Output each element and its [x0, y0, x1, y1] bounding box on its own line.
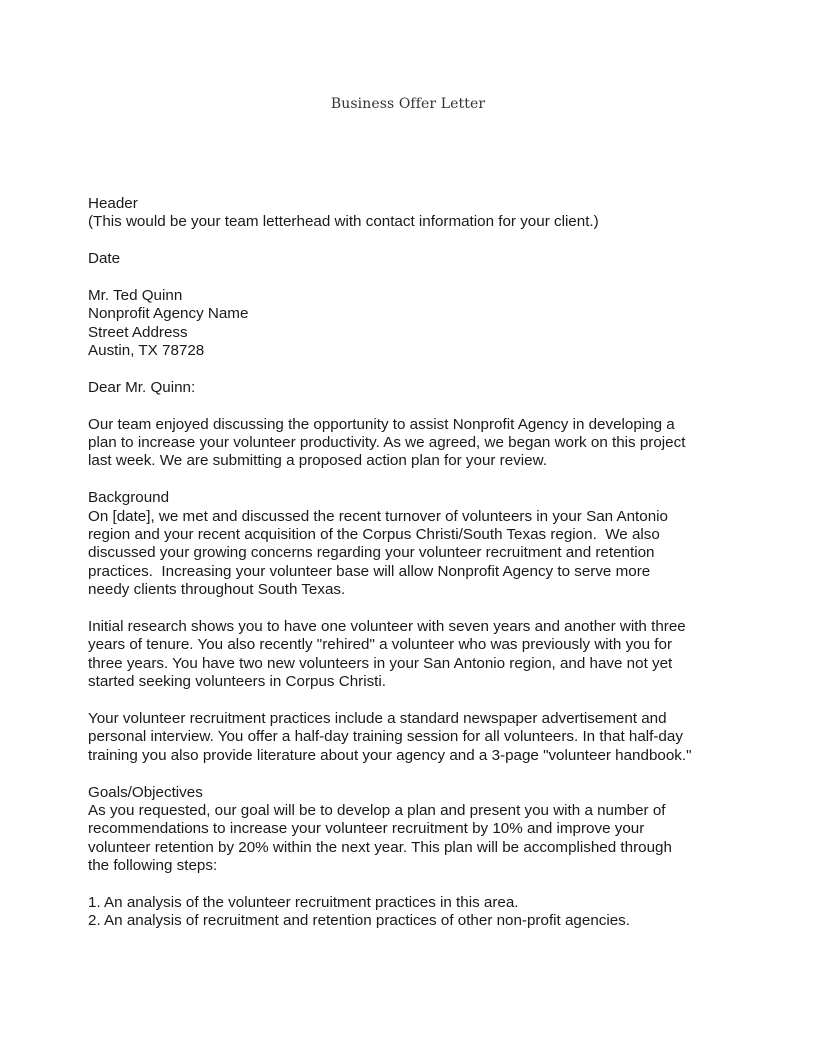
paragraph-line: recommendations to increase your volunteer recruitment by 10% and improve your	[88, 820, 645, 838]
paragraph-line: personal interview. You offer a half-day training session for all volunteers. In that half-day	[88, 728, 683, 746]
list-item: 2. An analysis of recruitment and retention practices of other non-profit agencies.	[88, 912, 630, 930]
paragraph-line: needy clients throughout South Texas.	[88, 581, 346, 599]
background-paragraph-3	[88, 710, 748, 765]
paragraph-line: started seeking volunteers in Corpus Christi.	[88, 673, 386, 691]
list-item: 1. An analysis of the volunteer recruitment practices in this area.	[88, 893, 519, 911]
recipient-city-state-zip: Austin, TX 78728	[88, 342, 205, 360]
recipient-organization: Nonprofit Agency Name	[88, 305, 249, 323]
spacer	[88, 471, 748, 489]
spacer	[88, 692, 748, 710]
paragraph-line: As you requested, our goal will be to develop a plan and present you with a number of	[88, 801, 666, 819]
paragraph-line: volunteer retention by 20% within the next year. This plan will be accomplished through	[88, 838, 672, 856]
spacer	[88, 765, 748, 783]
spacer	[88, 361, 748, 379]
date-label: Date	[88, 250, 121, 268]
paragraph-line: three years. You have two new volunteers in your San Antonio region, and have not yet	[88, 654, 673, 672]
paragraph-line: training you also provide literature about your agency and a 3-page "volunteer handbook."	[88, 746, 692, 764]
goals-heading: Goals/Objectives	[88, 783, 203, 801]
paragraph-line: years of tenure. You also recently "rehired" a volunteer who was previously with you for	[88, 636, 672, 654]
paragraph-line: practices. Increasing your volunteer base will allow Nonprofit Agency to serve more	[88, 562, 651, 580]
spacer	[88, 875, 748, 893]
background-paragraph-2	[88, 618, 748, 692]
recipient-street: Street Address	[88, 323, 188, 341]
spacer	[88, 600, 748, 618]
paragraph-line: region and your recent acquisition of the Corpus Christi/South Texas region. We also	[88, 526, 660, 544]
spacer	[88, 397, 748, 415]
paragraph-line: Your volunteer recruitment practices include a standard newspaper advertisement and	[88, 709, 667, 727]
background-heading: Background	[88, 489, 170, 507]
background-paragraph-1	[88, 508, 748, 600]
spacer	[88, 232, 748, 250]
intro-paragraph	[88, 416, 748, 471]
paragraph-line: last week. We are submitting a proposed action plan for your review.	[88, 452, 547, 470]
paragraph-line: On [date], we met and discussed the recent turnover of volunteers in your San Antonio	[88, 507, 668, 525]
paragraph-line: the following steps:	[88, 857, 218, 875]
salutation: Dear Mr. Quinn:	[88, 378, 196, 396]
recipient-address	[88, 287, 748, 361]
goals-paragraph	[88, 802, 748, 876]
spacer	[88, 269, 748, 287]
goals-steps-list	[88, 894, 748, 931]
paragraph-line: Initial research shows you to have one volunteer with seven years and another with three	[88, 617, 686, 635]
recipient-name: Mr. Ted Quinn	[88, 286, 183, 304]
header-heading: Header	[88, 195, 138, 212]
document-title: Business Offer Letter	[330, 96, 486, 112]
header-note: (This would be your team letterhead with contact information for your client.)	[88, 213, 599, 231]
paragraph-line: discussed your growing concerns regarding your volunteer recruitment and retention	[88, 544, 655, 562]
paragraph-line: plan to increase your volunteer productivity. As we agreed, we began work on this project	[88, 434, 686, 452]
paragraph-line: Our team enjoyed discussing the opportunity to assist Nonprofit Agency in developing a	[88, 415, 675, 433]
letter-body	[88, 195, 748, 931]
